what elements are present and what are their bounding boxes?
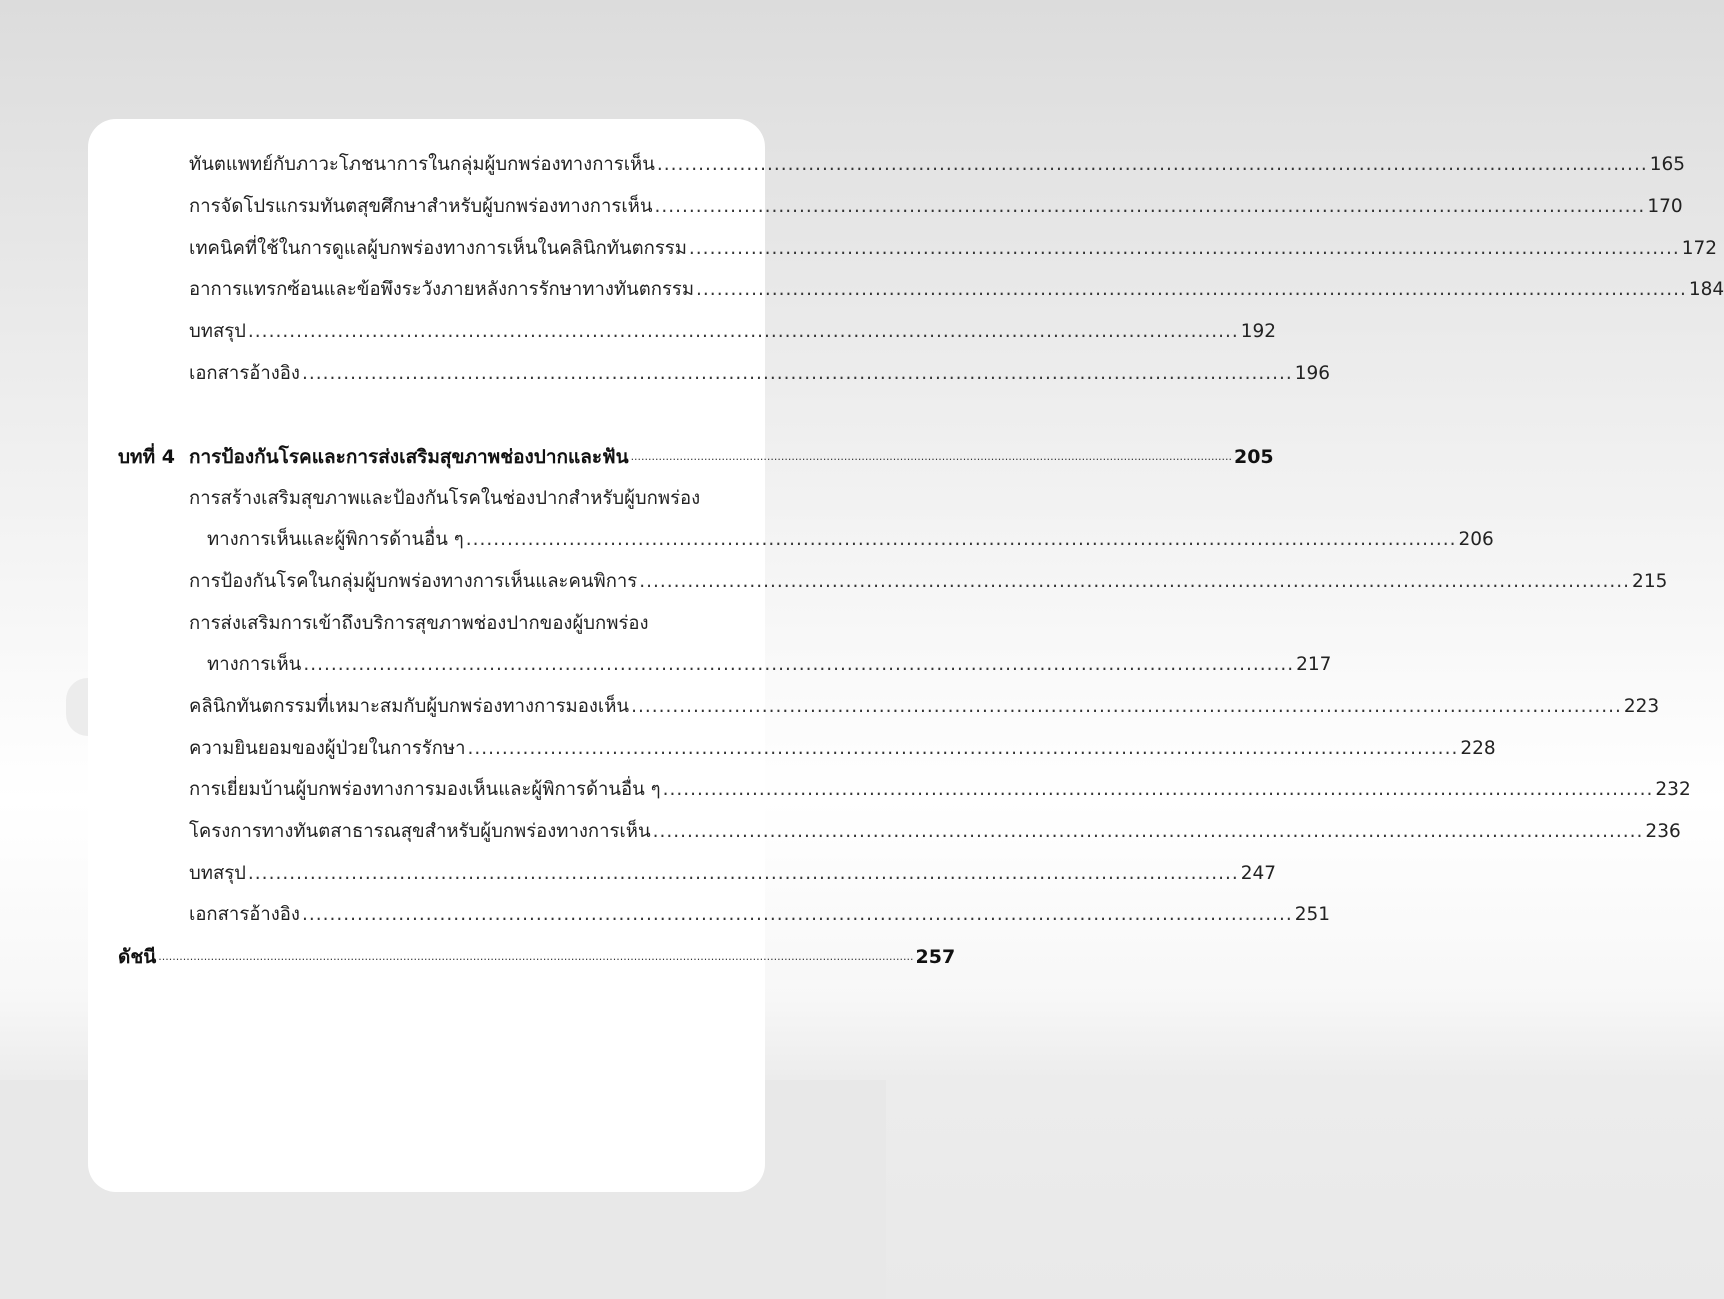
chapter-page: 205 [1233, 446, 1274, 468]
toc-entry[interactable] [189, 860, 1277, 888]
toc-index-entry[interactable] [118, 943, 956, 971]
toc-entry-title: บทสรุป [189, 863, 246, 884]
dot-leader: ................................................................................................................................................ [247, 863, 1239, 884]
toc-entry-page: 228 [1460, 738, 1496, 759]
dot-leader: ................................................................................................................................................ [696, 279, 1687, 300]
toc-entry-title-line[interactable]: การสร้างเสริมสุขภาพและป้องกันโรคในช่องปากสำหรับผู้บกพร่อง [189, 488, 701, 509]
toc-entry-page: 215 [1632, 571, 1668, 592]
dot-leader: ................................................................................................................................................ [639, 571, 1631, 592]
toc-entry-title: เอกสารอ้างอิง [189, 363, 300, 384]
dot-leader: ................................................................................................................................................ [688, 238, 1680, 259]
chapter-title: การป้องกันโรคและการส่งเสริมสุขภาพช่องปากและฟัน [189, 446, 629, 468]
toc-entry[interactable] [189, 818, 1681, 846]
toc-entry[interactable] [189, 735, 1496, 763]
toc-entry-title: ทันตแพทย์กับภาวะโภชนาการในกลุ่มผู้บกพร่องทางการเห็น [189, 154, 655, 175]
table-of-contents [88, 119, 1724, 1192]
toc-entry-title: ความยินยอมของผู้ป่วยในการรักษา [189, 738, 466, 759]
dot-leader: ................................................................................................................................................ [465, 529, 1457, 550]
toc-chapter-entry[interactable] [189, 443, 1274, 471]
toc-entry-title: การจัดโปรแกรมทันตสุขศึกษาสำหรับผู้บกพร่องทางการเห็น [189, 196, 653, 217]
dot-leader: ................................................................................................................................................ [656, 154, 1648, 175]
dot-leader: ................................................................................................................................................ [303, 654, 1295, 675]
toc-entry-page: 165 [1649, 154, 1686, 175]
toc-entry-title: เอกสารอ้างอิง [189, 904, 300, 925]
dot-leader: ................................................................................................................................................ [654, 196, 1646, 217]
toc-entry[interactable] [207, 526, 1494, 554]
index-title: ดัชนี [118, 946, 157, 968]
dot-leader: ................................................................................................................................................ [662, 779, 1654, 800]
toc-entry[interactable] [189, 318, 1277, 346]
toc-entry[interactable] [189, 568, 1668, 596]
toc-entry-title: ทางการเห็น [207, 654, 302, 675]
toc-entry-page: 206 [1458, 529, 1494, 550]
toc-entry[interactable] [189, 360, 1331, 388]
toc-entry-title: โครงการทางทันตสาธารณสุขสำหรับผู้บกพร่องทางการเห็น [189, 821, 651, 842]
dot-leader: ................................................................................................................................................ [652, 821, 1644, 842]
toc-entry[interactable] [189, 693, 1660, 721]
toc-entry-title: การเยี่ยมบ้านผู้บกพร่องทางการมองเห็นและผู้พิการด้านอื่น ๆ [189, 779, 661, 800]
dot-leader: ................................................................................................................................................ [247, 321, 1239, 342]
toc-entry[interactable] [189, 276, 1724, 304]
toc-entry-page: 236 [1645, 821, 1681, 842]
toc-entry-page: 170 [1647, 196, 1683, 217]
book-page [88, 119, 1724, 1192]
dot-leader: ................................................................................................................................................ [467, 738, 1459, 759]
toc-entry-title: เทคนิคที่ใช้ในการดูแลผู้บกพร่องทางการเห็นในคลินิกทันตกรรม [189, 238, 687, 259]
dot-leader: ................................................................................................................................................ [301, 904, 1293, 925]
dot-leader: ........................................................................................................................................................................................................................ [158, 950, 914, 963]
toc-entry-page: 251 [1294, 904, 1331, 925]
toc-entry-page: 184 [1688, 279, 1724, 300]
toc-entry[interactable] [189, 193, 1683, 221]
toc-entry-title: บทสรุป [189, 321, 246, 342]
toc-entry-title: คลินิกทันตกรรมที่เหมาะสมกับผู้บกพร่องทางการมองเห็น [189, 696, 630, 717]
toc-entry[interactable] [189, 776, 1691, 804]
toc-entry-title-line[interactable]: การส่งเสริมการเข้าถึงบริการสุขภาพช่องปากของผู้บกพร่อง [189, 613, 649, 634]
toc-entry-page: 172 [1681, 238, 1718, 259]
toc-entry[interactable] [189, 151, 1686, 179]
chapter-label: บทที่ 4 [118, 446, 175, 468]
dot-leader: ................................................................................................................................................ [301, 363, 1293, 384]
toc-entry-page: 232 [1655, 779, 1691, 800]
dot-leader: ................................................................................................................................................ [631, 696, 1622, 717]
toc-entry-page: 247 [1240, 863, 1277, 884]
dot-leader: ............................................................................................................................................................................ [630, 450, 1232, 463]
toc-entry-page: 192 [1240, 321, 1277, 342]
toc-entry-page: 196 [1294, 363, 1331, 384]
toc-entry-title: ทางการเห็นและผู้พิการด้านอื่น ๆ [207, 529, 464, 550]
toc-entry[interactable] [207, 651, 1332, 679]
toc-entry-page: 223 [1623, 696, 1660, 717]
index-page: 257 [915, 946, 956, 968]
toc-entry-page: 217 [1296, 654, 1332, 675]
toc-entry-title: การป้องกันโรคในกลุ่มผู้บกพร่องทางการเห็นและคนพิการ [189, 571, 638, 592]
toc-entry[interactable] [189, 235, 1718, 263]
toc-entry[interactable] [189, 901, 1331, 929]
toc-entry-title: อาการแทรกซ้อนและข้อพึงระวังภายหลังการรักษาทางทันตกรรม [189, 279, 695, 300]
